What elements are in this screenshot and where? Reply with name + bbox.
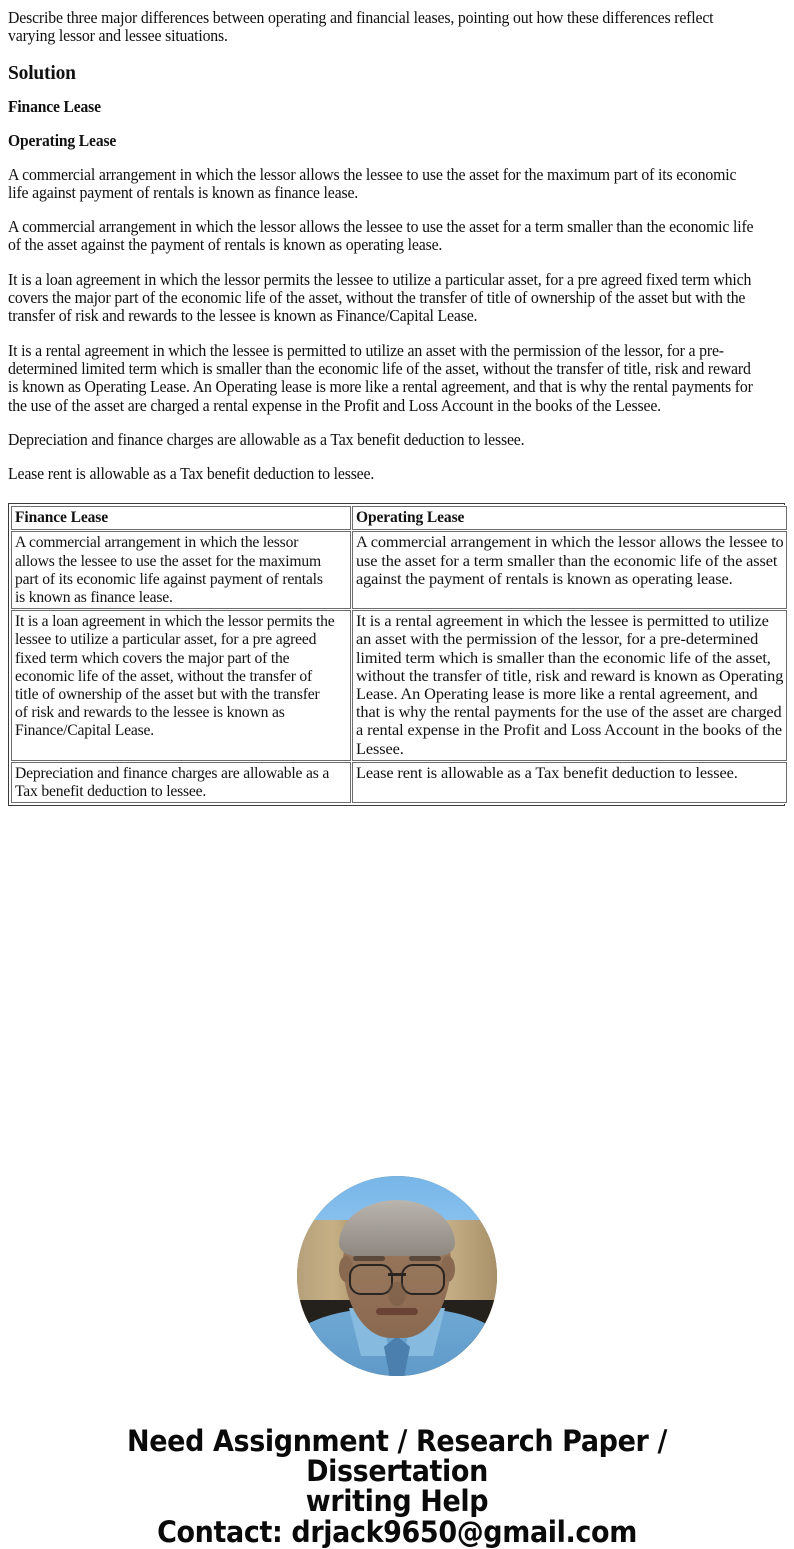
avatar-mouth (376, 1308, 418, 1315)
paragraph-finance-lease-tax: Depreciation and finance charges are allowable as a Tax benefit deduction to lessee. (8, 429, 525, 449)
promo-banner (8, 1426, 786, 1547)
paragraph-operating-lease-definition: A commercial arrangement in which the lessor allows the lessee to use the asset for a term smaller than the economic life of the asset against the payment of rentals is known as operating lease. (8, 217, 754, 255)
table-cell-operating-definition (352, 531, 787, 609)
table-cell-finance-definition (11, 531, 351, 609)
table-header-row (11, 506, 787, 530)
question-text: Describe three major differences between operating and financial leases, pointing out how these differences reflect varying lessor and lessee situations. (8, 8, 714, 46)
avatar-nose (388, 1282, 406, 1306)
paragraph-operating-lease-tax: Lease rent is allowable as a Tax benefit deduction to lessee. (8, 464, 375, 484)
table-cell-operating-tax (352, 762, 787, 803)
table-header-operating-lease: Operating Lease (352, 506, 787, 530)
avatar-eyeglass-left (349, 1264, 393, 1295)
document-page (0, 9, 794, 1547)
cell-text: It is a rental agreement in which the lessee is permitted to utilize an asset with the permission of the lessor, for a pre-determined limited term which is smaller than the economic life of the asset, without the transfer of title, risk and reward is known as Operating Lease. An Operating lease is more like a rental agreement, and that is why the rental payments for the use of the asset are charged a rental expense in the Profit and Loss Account in the books of the Lessee. (356, 611, 784, 758)
paragraph-operating-lease-detail: It is a rental agreement in which the lessee is permitted to utilize an asset with the permission of the lessor, for a pre-determined limited term which is smaller than the economic life of the asset, without the transfer of title, risk and reward is known as Operating Lease. An Operating lease is more like a rental agreement, and that is why the rental payments for the use of the asset are charged a rental expense in the Profit and Loss Account in the books of the Lessee. (8, 340, 753, 415)
avatar-eyebrow-left (353, 1256, 385, 1261)
page-title: Solution (8, 61, 76, 84)
cell-text: Depreciation and finance charges are allowable as a Tax benefit deduction to lessee. (15, 762, 330, 801)
table-row (11, 610, 787, 761)
subheading-operating-lease: Operating Lease (8, 130, 117, 150)
paragraph-finance-lease-definition: A commercial arrangement in which the lessor allows the lessee to use the asset for the maximum part of its economic life against payment of rentals is known as finance lease. (8, 164, 737, 202)
table-row (11, 762, 787, 803)
table-header-finance-lease: Finance Lease (11, 506, 351, 530)
promo-contact-email: Contact: drjack9650@gmail.com (157, 1515, 637, 1549)
avatar-container (8, 1176, 786, 1376)
paragraph-finance-lease-detail: It is a loan agreement in which the lessor permits the lessee to utilize a particular asset, for a pre agreed fixed term which covers the major part of the economic life of the asset, without the transfer of title of ownership of the asset but with the transfer of risk and rewards to the lessee is known as Finance/Capital Lease. (8, 269, 752, 326)
cell-text: A commercial arrangement in which the lessor allows the lessee to use the asset for the maximum part of its economic life against payment of rentals is known as finance lease. (15, 532, 323, 607)
table-row (11, 531, 787, 609)
avatar-eyeglass-bridge (388, 1273, 406, 1276)
avatar-eyebrow-right (409, 1256, 441, 1261)
promo-headline-line1: Need Assignment / Research Paper / Dissertation (127, 1424, 667, 1489)
cell-text: A commercial arrangement in which the lessor allows the lessee to use the asset for a term smaller than the economic life of the asset against the payment of rentals is known as operating lease. (356, 532, 784, 588)
table-cell-finance-tax (11, 762, 351, 803)
avatar-eyeglass-right (401, 1264, 445, 1295)
cell-text: Lease rent is allowable as a Tax benefit deduction to lessee. (356, 762, 738, 782)
table-cell-operating-detail (352, 610, 787, 761)
promo-headline-line2: writing Help (305, 1484, 489, 1519)
avatar (297, 1176, 497, 1376)
subheading-finance-lease: Finance Lease (8, 96, 101, 116)
lease-comparison-table (10, 505, 788, 804)
comparison-table-container (8, 503, 785, 806)
table-cell-finance-detail (11, 610, 351, 761)
cell-text: It is a loan agreement in which the lessor permits the lessee to utilize a particular asset, for a pre agreed fixed term which covers the major part of the economic life of the asset, without the transfer of title of ownership of the asset but with the transfer of risk and rewards to the lessee is known as Finance/Capital Lease. (15, 611, 335, 740)
